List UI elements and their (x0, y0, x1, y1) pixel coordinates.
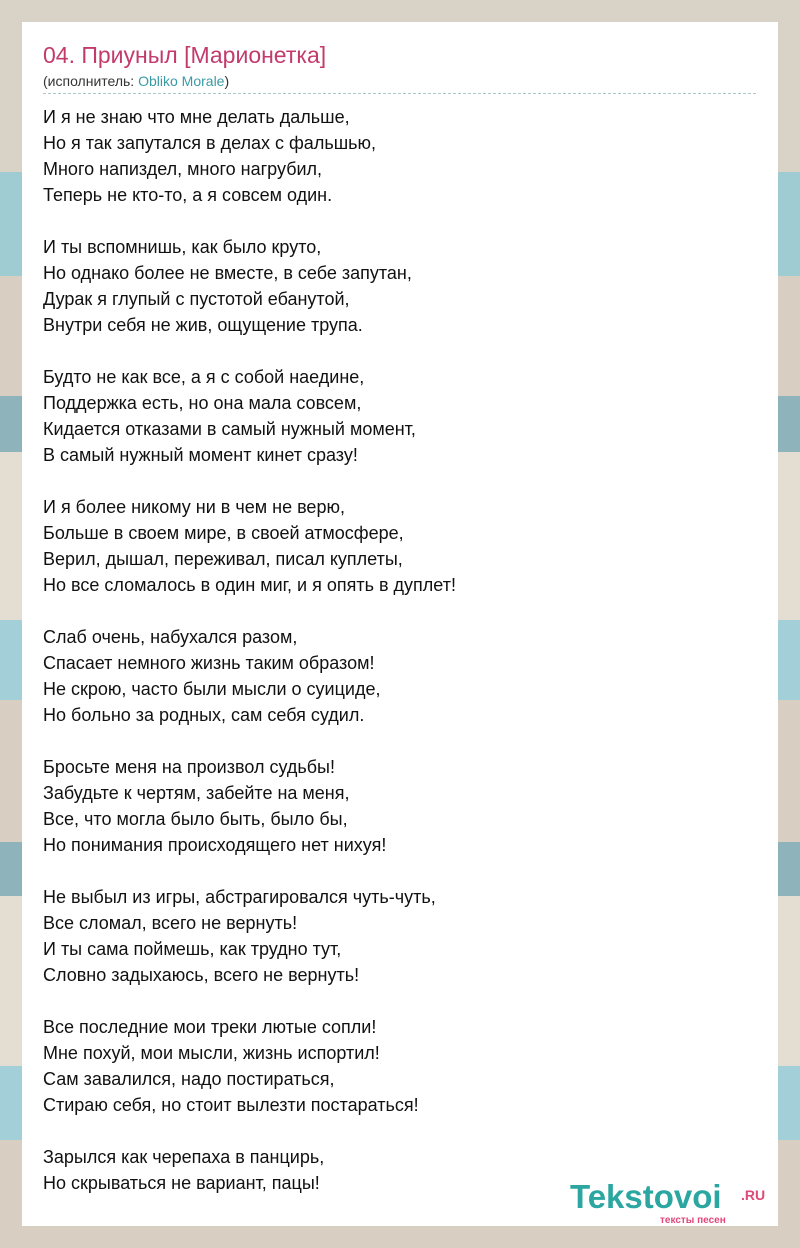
logo-tagline: тексты песен (660, 1215, 726, 1226)
song-title: 04. Приуныл [Марионетка] (43, 42, 327, 68)
lyrics-line: Слаб очень, набухался разом, (43, 627, 298, 647)
lyrics-line: И я не знаю что мне делать дальше, (43, 107, 350, 127)
lyrics-line: Все, что могла было быть, было бы, (43, 809, 348, 829)
lyrics-line: Зарылся как черепаха в панцирь, (43, 1147, 325, 1167)
lyrics-line: В самый нужный момент кинет сразу! (43, 445, 358, 465)
lyrics-line: Стираю себя, но стоит вылезти постараться! (43, 1095, 419, 1115)
lyrics-line: Будто не как все, а я с собой наедине, (43, 367, 365, 387)
lyrics-stanza (43, 234, 456, 338)
lyrics-line: Но все сломалось в один миг, и я опять в дуплет! (43, 575, 456, 595)
lyrics-line: И ты сама поймешь, как трудно тут, (43, 939, 342, 959)
lyrics-stanza (43, 754, 456, 858)
lyrics-line: И я более никому ни в чем не верю, (43, 497, 345, 517)
lyrics-line: И ты вспомнишь, как было круто, (43, 237, 322, 257)
lyrics-line: Не выбыл из игры, абстрагировался чуть-чуть, (43, 887, 436, 907)
lyrics-line: Не скрою, часто были мысли о суициде, (43, 679, 381, 699)
lyrics-line: Много напиздел, много нагрубил, (43, 159, 323, 179)
lyrics-stanza (43, 1014, 456, 1118)
lyrics-line: Но скрываться не вариант, пацы! (43, 1173, 320, 1193)
lyrics-line: Но больно за родных, сам себя судил. (43, 705, 365, 725)
lyrics-line: Поддержка есть, но она мала совсем, (43, 393, 362, 413)
lyrics-line: Теперь не кто-то, а я совсем один. (43, 185, 333, 205)
logo-brand: Tekstovoi (570, 1178, 722, 1215)
lyrics-stanza (43, 884, 456, 988)
lyrics-line: Но однако более не вместе, в себе запутан, (43, 263, 412, 283)
lyrics-stanza (43, 624, 456, 728)
lyrics-line: Словно задыхаюсь, всего не вернуть! (43, 965, 360, 985)
lyrics-stanza (43, 494, 456, 598)
performer-suffix: ) (224, 73, 230, 89)
performer-link[interactable]: Obliko Morale (138, 73, 225, 89)
lyrics-line: Но я так запутался в делах с фальшью, (43, 133, 377, 153)
lyrics-card (22, 22, 778, 1226)
lyrics-line: Но понимания происходящего нет нихуя! (43, 835, 387, 855)
lyrics-stanza (43, 1144, 456, 1196)
lyrics-line: Бросьте меня на произвол судьбы! (43, 757, 335, 777)
logo-tld: .RU (741, 1187, 766, 1203)
lyrics-line: Верил, дышал, переживал, писал куплеты, (43, 549, 403, 569)
lyrics-line: Дурак я глупый с пустотой ебанутой, (43, 289, 350, 309)
lyrics-body (43, 104, 456, 1222)
lyrics-line: Мне похуй, мои мысли, жизнь испортил! (43, 1043, 380, 1063)
lyrics-line: Больше в своем мире, в своей атмосфере, (43, 523, 404, 543)
lyrics-line: Кидается отказами в самый нужный момент, (43, 419, 416, 439)
lyrics-line: Внутри себя не жив, ощущение трупа. (43, 315, 363, 335)
lyrics-line: Все сломал, всего не вернуть! (43, 913, 298, 933)
lyrics-stanza (43, 364, 456, 468)
site-logo[interactable] (570, 1158, 780, 1226)
lyrics-line: Забудьте к чертям, забейте на меня, (43, 783, 350, 803)
lyrics-line: Спасает немного жизнь таким образом! (43, 653, 375, 673)
performer-prefix: (исполнитель: (43, 73, 139, 89)
lyrics-stanza (43, 104, 456, 208)
lyrics-line: Все последние мои треки лютые сопли! (43, 1017, 377, 1037)
performer-line (43, 73, 756, 94)
lyrics-line: Сам завалился, надо постираться, (43, 1069, 335, 1089)
